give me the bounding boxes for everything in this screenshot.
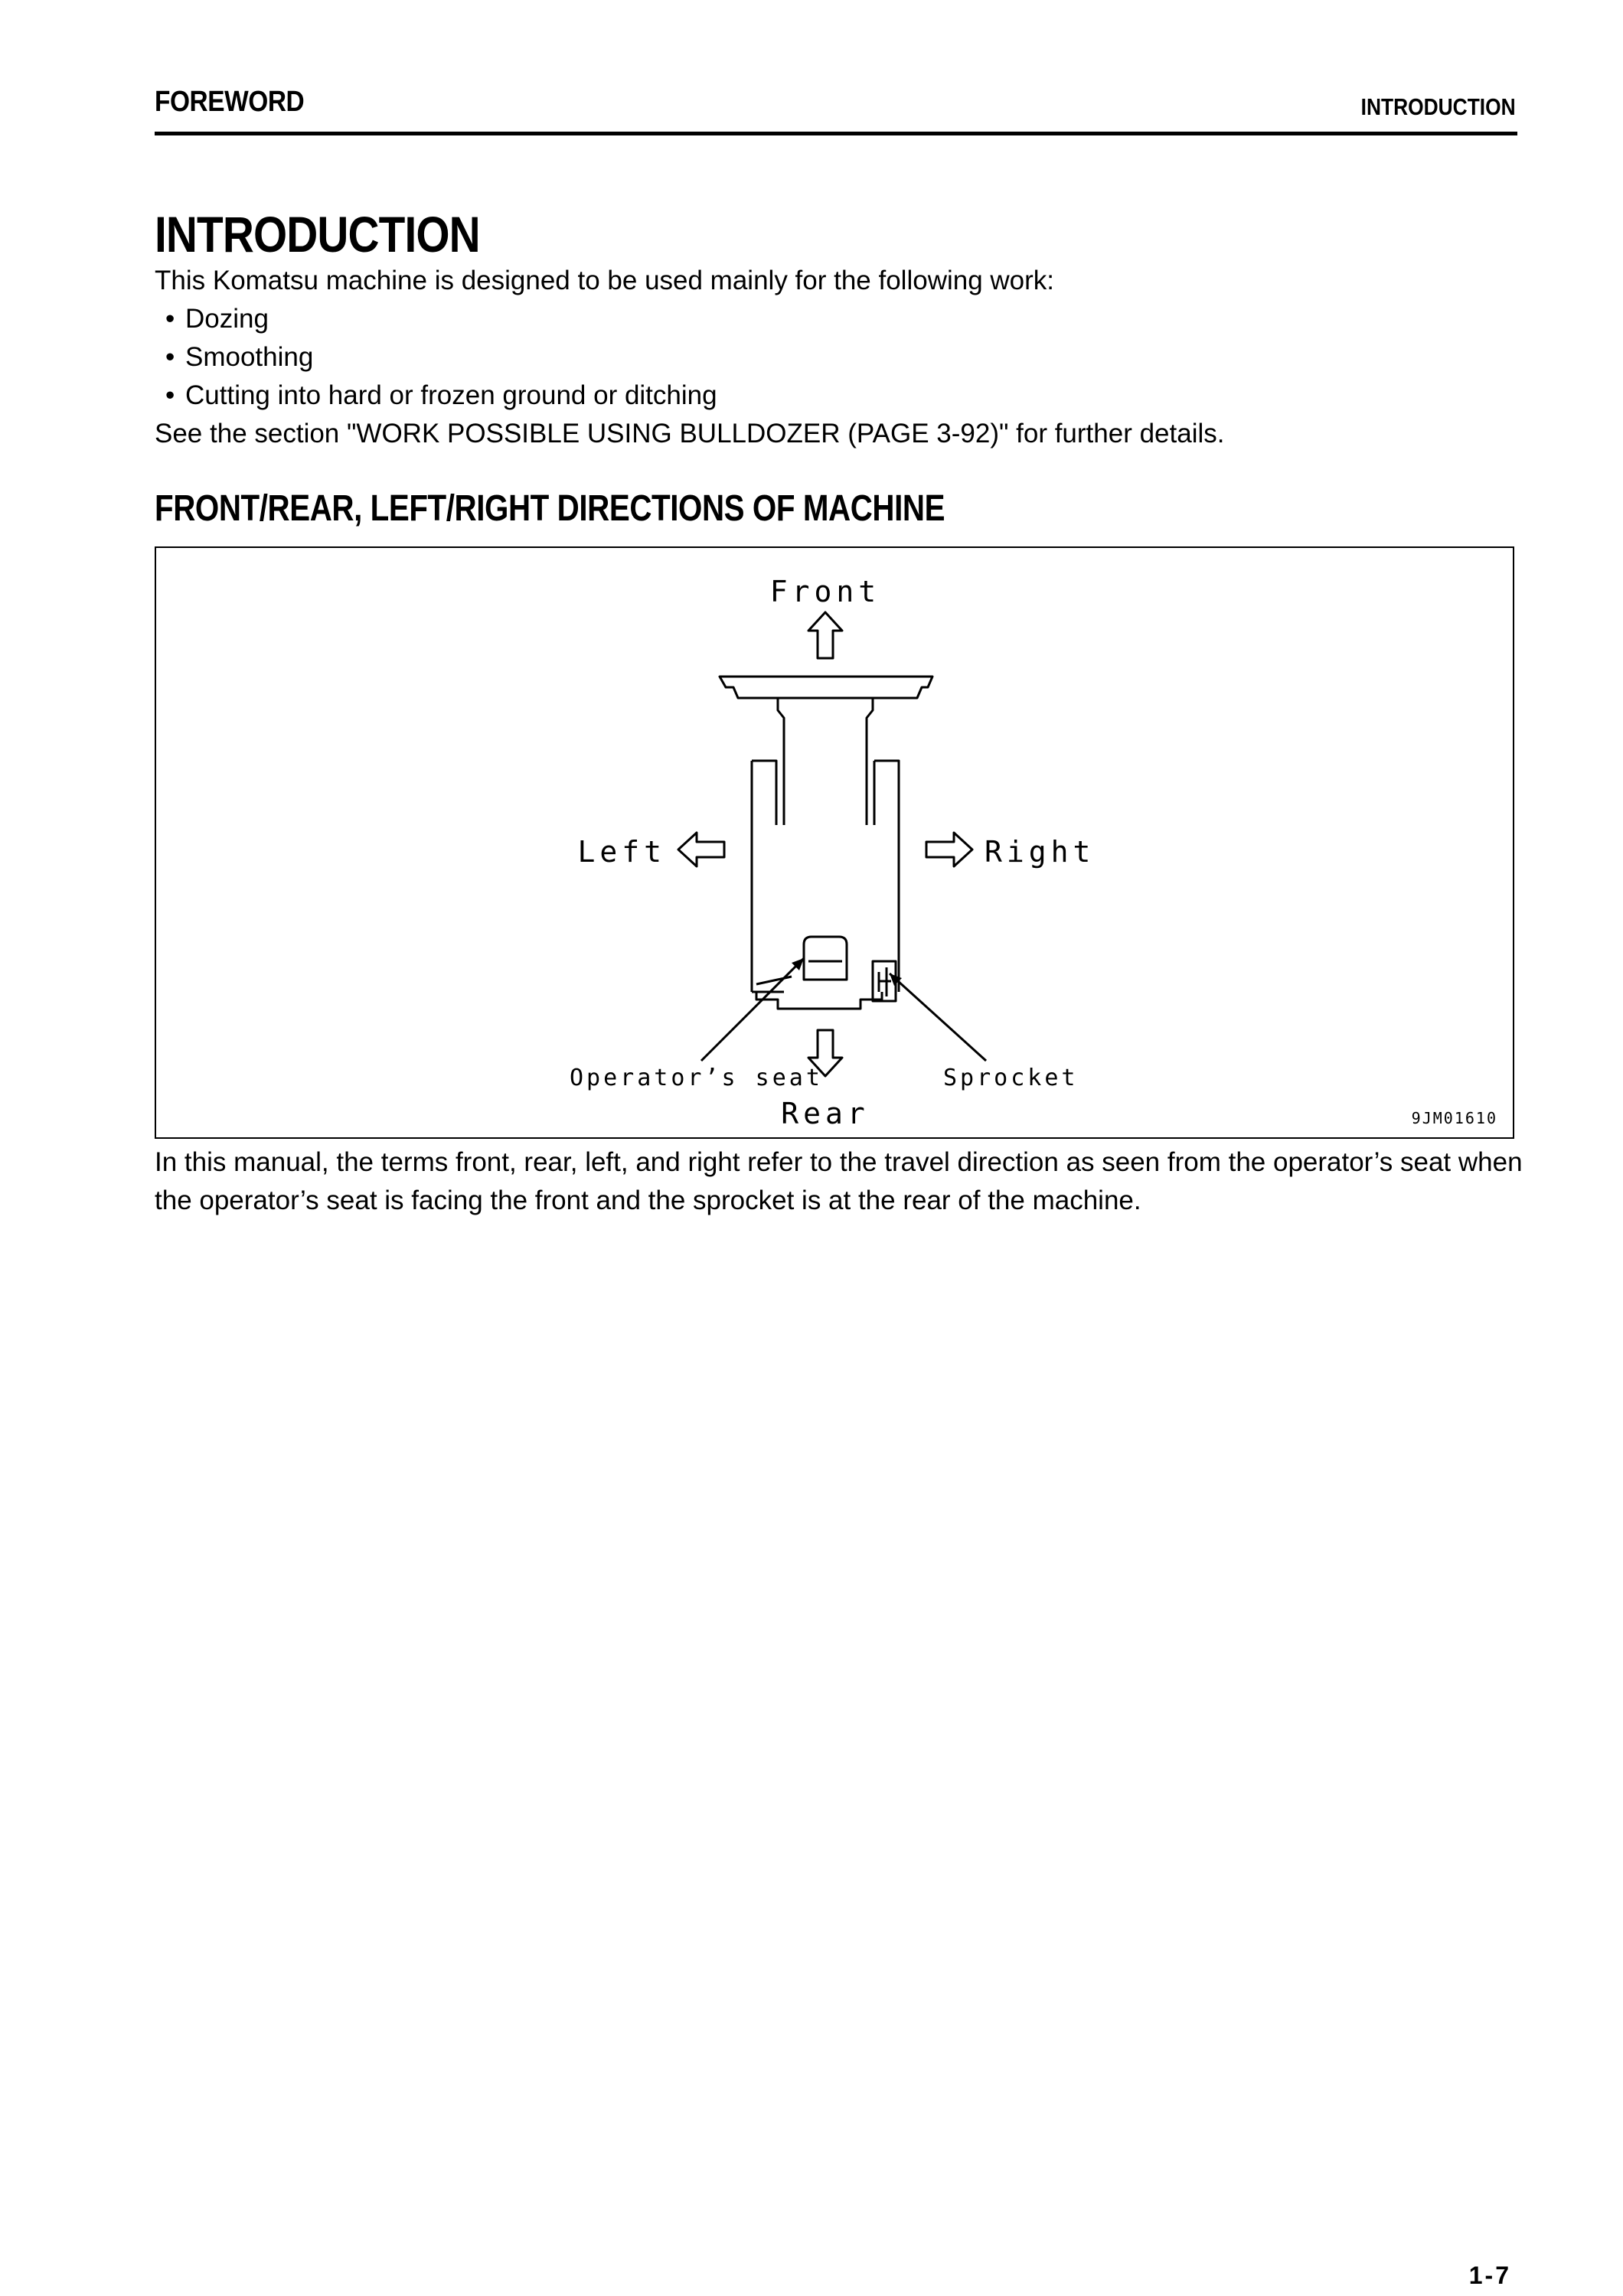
see-also-reference: See the section "WORK POSSIBLE USING BULLDOZER (PAGE 3-92)" for further details. [155,419,1225,448]
list-item-text: Smoothing [185,342,314,372]
machine-body-shape [756,992,882,1009]
machine-directions-diagram [156,548,1516,1140]
page-number: 1-7 [1468,2262,1511,2289]
intro-lead: This Komatsu machine is designed to be used mainly for the following work: [155,266,1055,295]
list-item-text: Cutting into hard or frozen ground or ditching [185,380,717,410]
blade-arm-left [778,698,784,825]
bullet-icon: • [165,342,175,372]
intro-paragraph [155,262,1517,453]
list-item [155,300,1517,338]
front-label: Front [769,575,881,608]
running-header-topic: INTRODUCTION [1360,93,1516,120]
directions-figure [155,546,1514,1139]
list-item [155,377,1517,415]
front-arrow-icon [808,612,842,658]
left-label: Left [577,835,666,869]
list-item-text: Dozing [185,304,269,334]
blade-shape [720,677,932,698]
page-title: INTRODUCTION [155,206,480,263]
sprocket-icon [873,961,896,1001]
left-track-shape [752,761,776,992]
running-header-section: FOREWORD [155,86,305,118]
operator-seat-label: Operator’s seat [570,1065,823,1091]
section-title: FRONT/REAR, LEFT/RIGHT DIRECTIONS OF MACHINE [155,488,945,529]
right-track-shape [874,761,899,992]
sprocket-label: Sprocket [943,1065,1079,1091]
figure-code: 9JM01610 [1411,1109,1497,1127]
rear-label: Rear [781,1097,870,1130]
operator-seat-icon [804,937,847,980]
explanation-paragraph [155,1143,1525,1220]
left-arrow-icon [678,833,724,866]
bullet-icon: • [165,380,175,410]
header-divider [155,132,1517,135]
right-arrow-icon [926,833,972,866]
explanation-text: In this manual, the terms front, rear, left, and right refer to the travel direction as seen from the operator’s seat when the operator’s seat is facing the front and the sprocket is at the rear of the machine. [155,1147,1523,1215]
bullet-icon: • [165,304,175,334]
list-item [155,338,1517,377]
blade-arm-right [867,698,873,825]
sprocket-leader-line [890,974,986,1061]
right-label: Right [985,835,1096,869]
